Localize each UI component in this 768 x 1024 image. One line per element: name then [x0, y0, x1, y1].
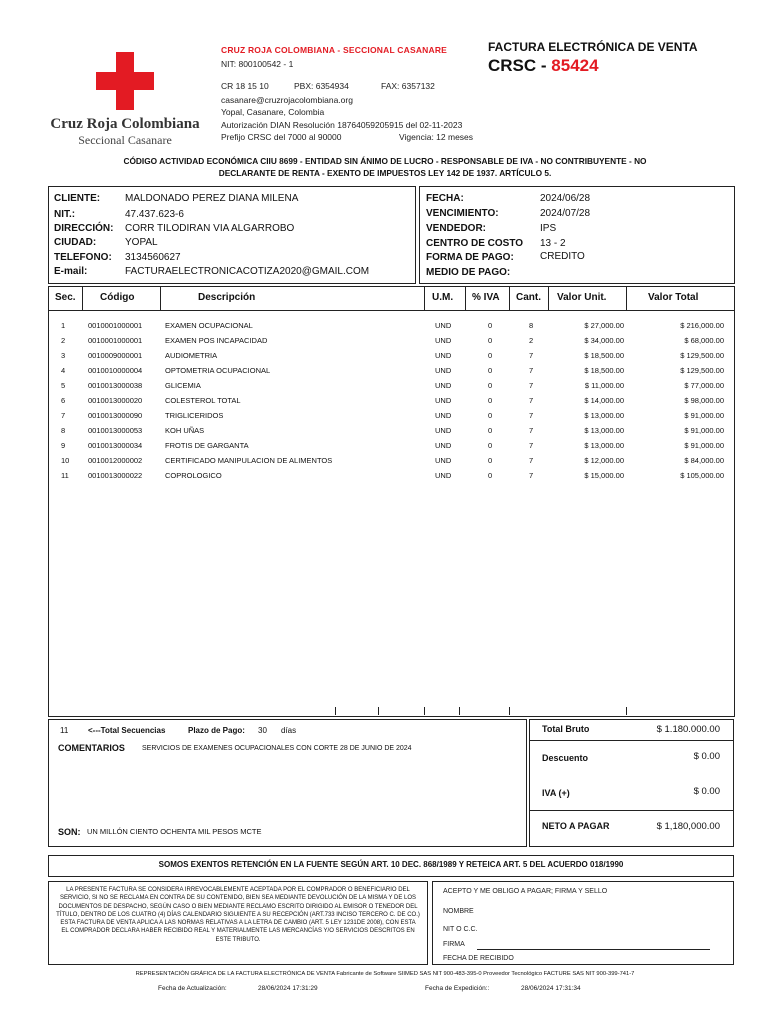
accept-nombre: NOMBRE — [443, 908, 474, 915]
cell-sec: 1 — [61, 321, 66, 330]
footer-representation: REPRESENTACIÓN GRÁFICA DE LA FACTURA ELECTRÓNICA DE VENTA Fabricante de Software SIIMED SAS NIT 900-483-395-0 Proveedor Tecnológico FACTURE SAS NIT 900-399-741-7 — [135, 971, 635, 977]
table-row — [53, 381, 733, 396]
cell-vtotal: $ 91,000.00 — [684, 441, 724, 450]
table-row — [53, 336, 733, 351]
accept-firma: FIRMA — [443, 941, 465, 948]
cell-vunit: $ 13,000.00 — [584, 411, 624, 420]
cell-sec: 7 — [61, 411, 66, 420]
activity-line-2: DECLARANTE DE RENTA - EXENTO DE IMPUESTOS LEY 142 DE 1937. ARTÍCULO 5. — [218, 168, 552, 178]
cell-iva: 0 — [488, 321, 493, 330]
header-divider — [48, 310, 734, 311]
issuer-nit: NIT: 800100542 - 1 — [221, 59, 294, 69]
cell-vtotal: $ 77,000.00 — [684, 381, 724, 390]
fecha-label: FECHA: — [426, 193, 464, 204]
cell-desc: OPTOMETRIA OCUPACIONAL — [165, 366, 271, 375]
cell-um: UND — [435, 351, 452, 360]
col-cant: Cant. — [516, 292, 541, 303]
invoice-number: 85424 — [551, 56, 599, 75]
cell-cant: 8 — [529, 321, 534, 330]
col-valor-unit: Valor Unit. — [557, 292, 607, 303]
legal-text: LA PRESENTE FACTURA SE CONSIDERA IRREVOCABLEMENTE ACEPTADA POR EL COMPRADOR O BENEFICIARIO DEL SERVICIO, SI NO SE RECLAMA EN CONTRA DE SU CONTENIDO, BIEN SEA MEDIANTE DEVOLUCIÓN DE LA MISMA Y DE LOS DOCUMENTOS DE DESPACHO, SEGÚN CASO O BIEN MEDIANTE RECLAMO ESCRITO DIRIGIDO AL EMISOR O TENEDOR DEL TÍTULO, DENTRO DE LOS CUATRO (4) DÍAS CALENDARIO SIGUIENTE A SU RECEPCIÓN (ART.733 INCISO TERCERO C. DE CO.) ESTA FACTURA DE VENTA APLICA A LAS NORMAS RELATIVAS A LA LETRA DE CAMBIO (ART. 5 LEY 1231DE 2008), CON ESTA EL COMPRADOR DECLARA HABER RECIBIDO REAL Y MATERIALMENTE LAS MERCANCÍAS Y/O SERVICIOS DESCRITOS EN ESTE TRIBUTO. — [56, 887, 420, 943]
cell-codigo: 0010010000004 — [88, 366, 143, 375]
cell-codigo: 0010012000002 — [88, 456, 143, 465]
signature-line — [477, 949, 710, 950]
sequence-label: <---Total Secuencias — [88, 726, 166, 735]
forma-label: FORMA DE PAGO: — [426, 252, 514, 263]
cell-cant: 7 — [529, 441, 534, 450]
footer-exp-value: 28/06/2024 17:31:34 — [521, 985, 581, 992]
cell-cant: 7 — [529, 381, 534, 390]
col-valor-total: Valor Total — [648, 292, 699, 303]
cell-sec: 10 — [61, 456, 70, 465]
plazo-label: Plazo de Pago: — [188, 726, 245, 735]
son-value: UN MILLÓN CIENTO OCHENTA MIL PESOS MCTE — [87, 827, 262, 836]
cell-vtotal: $ 129,500.00 — [680, 366, 724, 375]
invoice-prefix: CRSC - — [488, 56, 547, 75]
table-row — [53, 426, 733, 441]
cell-sec: 6 — [61, 396, 66, 405]
cell-sec: 2 — [61, 336, 66, 345]
cell-vunit: $ 15,000.00 — [584, 471, 624, 480]
cell-vtotal: $ 84,000.00 — [684, 456, 724, 465]
direccion-label: DIRECCIÓN: — [54, 223, 114, 234]
cell-um: UND — [435, 411, 452, 420]
cell-um: UND — [435, 381, 452, 390]
cell-desc: TRIGLICERIDOS — [165, 411, 224, 420]
cell-um: UND — [435, 426, 452, 435]
col-um: U.M. — [432, 292, 454, 303]
issuer-fax: FAX: 6357132 — [381, 81, 435, 91]
comentarios-value: SERVICIOS DE EXAMENES OCUPACIONALES CON CORTE 28 DE JUNIO DE 2024 — [142, 745, 412, 752]
cell-um: UND — [435, 456, 452, 465]
cell-vunit: $ 12,000.00 — [584, 456, 624, 465]
issuer-address: CR 18 15 10 — [221, 81, 269, 91]
issuer-authorization: Autorización DIAN Resolución 18764059205915 del 02-11-2023 — [221, 120, 463, 130]
table-row — [53, 321, 733, 336]
cell-vunit: $ 11,000.00 — [584, 381, 624, 390]
cell-iva: 0 — [488, 426, 493, 435]
son-label: SON: — [58, 827, 81, 837]
cell-cant: 7 — [529, 456, 534, 465]
cell-iva: 0 — [488, 351, 493, 360]
exempt-note: SOMOS EXENTOS RETENCIÓN EN LA FUENTE SEGÚN ART. 10 DEC. 868/1989 Y RETEICA ART. 5 DEL ACUERDO 018/1990 — [158, 860, 624, 869]
cell-vunit: $ 14,000.00 — [584, 396, 624, 405]
cell-codigo: 0010013000034 — [88, 441, 143, 450]
cliente-label: CLIENTE: — [54, 193, 101, 204]
telefono-label: TELEFONO: — [54, 252, 112, 263]
cell-vunit: $ 27,000.00 — [584, 321, 624, 330]
cell-sec: 4 — [61, 366, 66, 375]
descuento-label: Descuento — [542, 753, 589, 763]
cell-desc: EXAMEN POS INCAPACIDAD — [165, 336, 268, 345]
cell-cant: 7 — [529, 411, 534, 420]
table-row — [53, 366, 733, 381]
cell-um: UND — [435, 366, 452, 375]
neto-value: $ 1,180,000.00 — [656, 821, 720, 832]
sequence-count: 11 — [60, 726, 69, 735]
cell-iva: 0 — [488, 441, 493, 450]
activity-line-1: CÓDIGO ACTIVIDAD ECONÓMICA CIIU 8699 - ENTIDAD SIN ÁNIMO DE LUCRO - RESPONSABLE DE IVA - NO CONTRIBUYENTE - NO — [123, 156, 647, 166]
cell-vtotal: $ 68,000.00 — [684, 336, 724, 345]
cell-codigo: 0010013000022 — [88, 471, 143, 480]
issuer-pbx: PBX: 6354934 — [294, 81, 349, 91]
cell-codigo: 0010013000038 — [88, 381, 143, 390]
vendedor-label: VENDEDOR: — [426, 223, 487, 234]
cell-desc: COLESTEROL TOTAL — [165, 396, 241, 405]
iva-label: IVA (+) — [542, 788, 570, 798]
col-codigo: Código — [100, 292, 135, 303]
issuer-title: CRUZ ROJA COLOMBIANA - SECCIONAL CASANARE — [221, 45, 448, 55]
cell-iva: 0 — [488, 336, 493, 345]
cell-iva: 0 — [488, 366, 493, 375]
table-row — [53, 351, 733, 366]
col-sec: Sec. — [55, 292, 76, 303]
plazo-unit: días — [281, 726, 297, 735]
issuer-validity: Vigencia: 12 meses — [399, 132, 474, 142]
table-row — [53, 441, 733, 456]
table-row — [53, 396, 733, 411]
cell-codigo: 0010001000001 — [88, 336, 143, 345]
cell-cant: 7 — [529, 396, 534, 405]
bruto-value: $ 1.180.000.00 — [656, 724, 720, 735]
cell-sec: 3 — [61, 351, 66, 360]
ciudad-label: CIUDAD: — [54, 237, 97, 248]
neto-label: NETO A PAGAR — [542, 821, 610, 831]
cell-vtotal: $ 105,000.00 — [680, 471, 724, 480]
cell-desc: KOH UÑAS — [165, 426, 205, 435]
cell-sec: 11 — [61, 471, 69, 480]
direccion-value: CORR TILODIRAN VIA ALGARROBO — [125, 223, 295, 234]
cell-vunit: $ 18,500.00 — [584, 351, 624, 360]
cell-vunit: $ 13,000.00 — [584, 441, 624, 450]
cell-sec: 8 — [61, 426, 66, 435]
issuer-city: Yopal, Casanare, Colombia — [221, 107, 325, 117]
logo-subname: Seccional Casanare — [78, 133, 172, 147]
footer-act-value: 28/06/2024 17:31:29 — [258, 985, 318, 992]
table-row — [53, 411, 733, 426]
descuento-value: $ 0.00 — [693, 751, 720, 762]
cell-sec: 9 — [61, 441, 66, 450]
cell-desc: FROTIS DE GARGANTA — [165, 441, 249, 450]
col-descripcion: Descripción — [198, 292, 256, 303]
cell-um: UND — [435, 321, 452, 330]
accept-title: ACEPTO Y ME OBLIGO A PAGAR; FIRMA Y SELLO — [443, 888, 608, 895]
cell-vtotal: $ 129,500.00 — [680, 351, 724, 360]
cell-codigo: 0010009000001 — [88, 351, 143, 360]
cell-codigo: 0010001000001 — [88, 321, 143, 330]
cell-um: UND — [435, 396, 452, 405]
table-row — [53, 471, 733, 486]
vencimiento-label: VENCIMIENTO: — [426, 208, 499, 219]
cell-iva: 0 — [488, 471, 493, 480]
vencimiento-value: 2024/07/28 — [540, 208, 591, 219]
nit-label: NIT.: — [54, 209, 76, 220]
table-row — [53, 456, 733, 471]
footer-exp-label: Fecha de Expedición:: — [425, 985, 490, 992]
cell-vtotal: $ 98,000.00 — [684, 396, 724, 405]
ciudad-value: YOPAL — [125, 237, 158, 248]
cell-cant: 7 — [529, 426, 534, 435]
col-iva: % IVA — [472, 292, 500, 303]
footer-act-label: Fecha de Actualización: — [158, 985, 227, 992]
bruto-label: Total Bruto — [542, 724, 590, 734]
cell-desc: AUDIOMETRIA — [165, 351, 218, 360]
cell-um: UND — [435, 471, 452, 480]
cell-sec: 5 — [61, 381, 66, 390]
centro-value: 13 - 2 — [540, 238, 566, 249]
comentarios-label: COMENTARIOS — [58, 743, 125, 753]
cell-vtotal: $ 91,000.00 — [684, 411, 724, 420]
logo-name: Cruz Roja Colombiana — [50, 116, 200, 132]
cell-vunit: $ 34,000.00 — [584, 336, 624, 345]
cell-vunit: $ 18,500.00 — [584, 366, 624, 375]
cell-iva: 0 — [488, 396, 493, 405]
cell-vtotal: $ 216,000.00 — [680, 321, 724, 330]
cell-desc: CERTIFICADO MANIPULACION DE ALIMENTOS — [165, 456, 333, 465]
nit-value: 47.437.623-6 — [125, 209, 184, 220]
cell-desc: GLICEMIA — [165, 381, 201, 390]
cell-cant: 7 — [529, 471, 534, 480]
email-value: FACTURAELECTRONICACOTIZA2020@GMAIL.COM — [125, 266, 370, 277]
cell-iva: 0 — [488, 456, 493, 465]
forma-value: CREDITO — [540, 251, 585, 262]
telefono-value: 3134560627 — [125, 252, 181, 263]
plazo-value: 30 — [258, 726, 267, 735]
cell-iva: 0 — [488, 411, 493, 420]
iva-value: $ 0.00 — [693, 786, 720, 797]
cell-cant: 7 — [529, 351, 534, 360]
cliente-value: MALDONADO PEREZ DIANA MILENA — [125, 193, 299, 204]
cell-desc: COPROLOGICO — [165, 471, 222, 480]
cell-iva: 0 — [488, 381, 493, 390]
cell-vunit: $ 13,000.00 — [584, 426, 624, 435]
medio-label: MEDIO DE PAGO: — [426, 267, 511, 278]
cell-cant: 2 — [529, 336, 534, 345]
cell-um: UND — [435, 336, 452, 345]
cell-desc: EXAMEN OCUPACIONAL — [165, 321, 253, 330]
cell-codigo: 0010013000020 — [88, 396, 143, 405]
issuer-email: casanare@cruzrojacolombiana.org — [221, 95, 353, 105]
centro-label: CENTRO DE COSTO — [426, 238, 524, 249]
issuer-prefix: Prefijo CRSC del 7000 al 90000 — [221, 132, 342, 142]
cell-codigo: 0010013000090 — [88, 411, 143, 420]
cell-vtotal: $ 91,000.00 — [684, 426, 724, 435]
email-label: E-mail: — [54, 266, 88, 277]
cell-um: UND — [435, 441, 452, 450]
cell-cant: 7 — [529, 366, 534, 375]
cell-codigo: 0010013000053 — [88, 426, 143, 435]
doc-type: FACTURA ELECTRÓNICA DE VENTA — [488, 40, 698, 54]
vendedor-value: IPS — [540, 223, 557, 234]
accept-fecha: FECHA DE RECIBIDO — [443, 955, 514, 962]
accept-nit: NIT O C.C. — [443, 926, 478, 933]
fecha-value: 2024/06/28 — [540, 193, 591, 204]
